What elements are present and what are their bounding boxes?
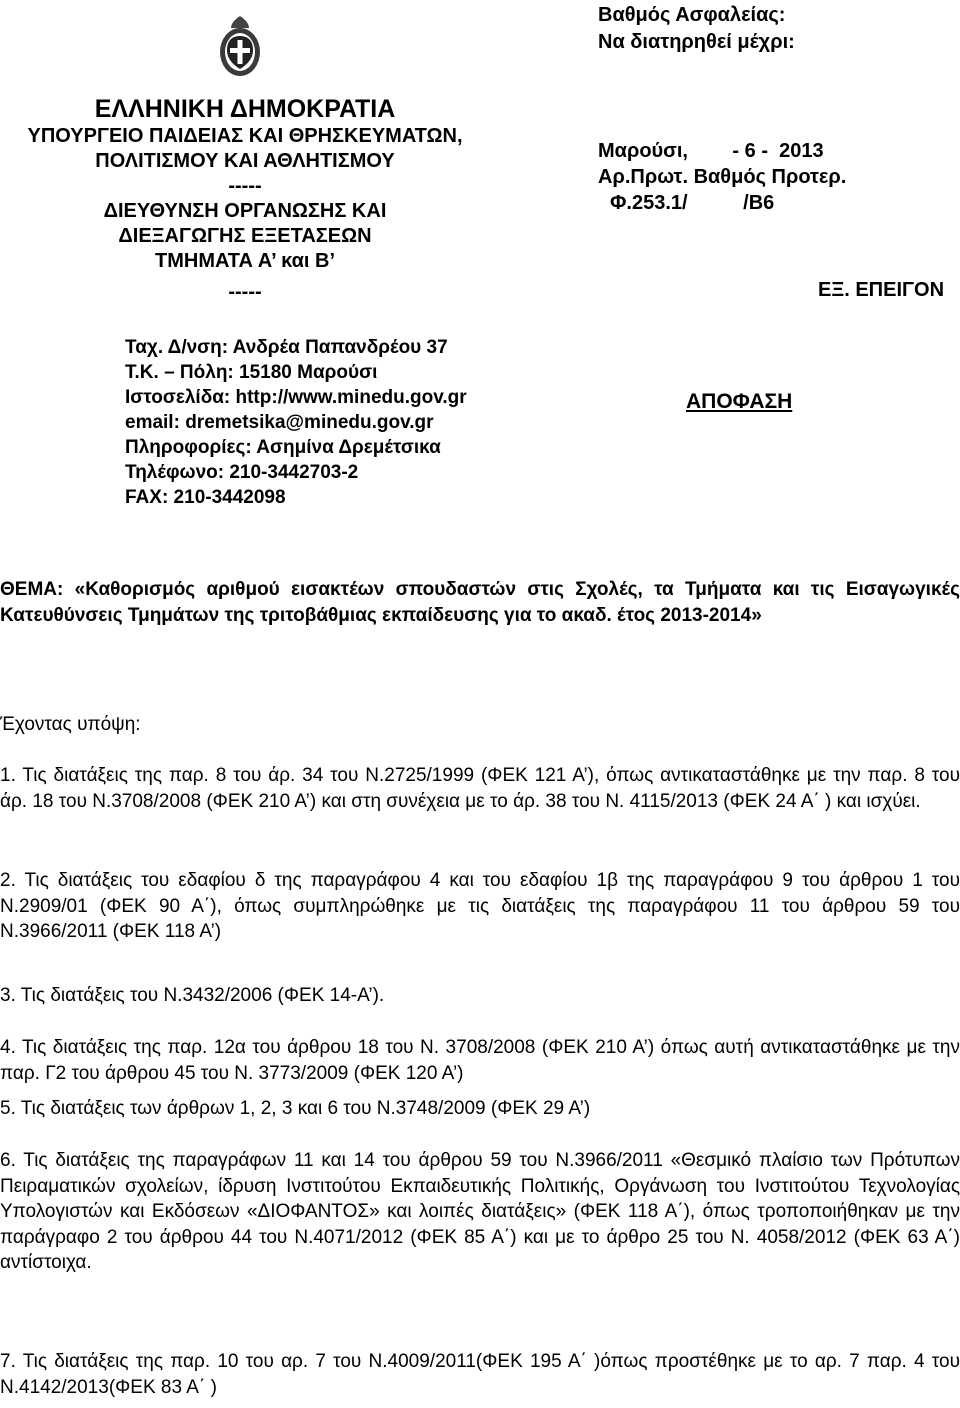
- considering-heading: Έχοντας υπόψη:: [0, 714, 141, 735]
- protocol: Αρ.Πρωτ. Βαθμός Προτερ.: [598, 166, 847, 188]
- separator: -----: [228, 175, 262, 197]
- website: Ιστοσελίδα: http://www.minedu.gov.gr: [125, 387, 467, 408]
- list-item: 5. Τις διατάξεις των άρθρων 1, 2, 3 και 6 του Ν.3748/2009 (ΦΕΚ 29 Α’): [0, 1098, 591, 1119]
- departments: ΤΜΗΜΑΤΑ Α’ και Β’: [155, 250, 335, 272]
- security-block: [598, 2, 795, 56]
- list-item: 3. Τις διατάξεις του Ν.3432/2006 (ΦΕΚ 14-Α’).: [0, 985, 385, 1006]
- subject: ΘΕΜΑ: «Καθορισμός αριθμού εισακτέων σπουδαστών στις Σχολές, τα Τμήματα και τις Εισαγωγικές Κατευθύνσεις Τμημάτων της τριτοβάθμιας εκπαίδευσης για το ακαδ. έτος 2013-2014»: [0, 579, 960, 626]
- list-item: 1. Τις διατάξεις της παρ. 8 του άρ. 34 του Ν.2725/1999 (ΦΕΚ 121 Α’), όπως αντικαταστάθηκε με την παρ. 8 του άρ. 18 του Ν.3708/2008 (ΦΕΚ 210 Α’) και στη συνέχεια με το άρ. 38 του Ν. 4115/2013 (ΦΕΚ 24 Α΄ ) και ισχύει.: [0, 765, 960, 812]
- list-item: 7. Τις διατάξεις της παρ. 10 του αρ. 7 του Ν.4009/2011(ΦΕΚ 195 Α΄ )όπως προστέθηκε με το αρ. 7 παρ. 4 του Ν.4142/2013(ΦΕΚ 83 Α΄ ): [0, 1351, 960, 1398]
- list-item: 4. Τις διατάξεις της παρ. 12α του άρθρου 18 του Ν. 3708/2008 (ΦΕΚ 210 Α’) όπως αυτή αντικαταστάθηκε με την παρ. Γ2 του άρθρου 45 του Ν. 3773/2009 (ΦΕΚ 120 Α’): [0, 1037, 960, 1084]
- urgent-label: ΕΞ. ΕΠΕΙΓΟΝ: [818, 279, 945, 301]
- issuer-header: [0, 94, 490, 305]
- list-item: 2. Τις διατάξεις του εδαφίου δ της παραγράφου 4 και του εδαφίου 1β της παραγράφου 9 του άρθρου 1 του Ν.2909/01 (ΦΕΚ 90 Α΄), όπως συμπληρώθηκε με τις διατάξεις της παραγράφου 11 του άρθρου 59 του Ν.3966/2011 (ΦΕΚ 118 Α’): [0, 870, 960, 942]
- directorate-line-1: ΔΙΕΥΘΥΝΣΗ ΟΡΓΑΝΩΣΗΣ ΚΑΙ: [103, 200, 387, 222]
- address: Ταχ. Δ/νση: Ανδρέα Παπανδρέου 37: [125, 337, 448, 358]
- fax: FAX: 210-3442098: [125, 487, 286, 508]
- date-block: [598, 138, 846, 216]
- phone: Τηλέφωνο: 210-3442703-2: [125, 462, 359, 483]
- info-person: Πληροφορίες: Ασημίνα Δρεμέτσικα: [125, 437, 441, 458]
- security-level: Βαθμός Ασφαλείας:: [598, 4, 786, 26]
- directorate-line-2: ΔΙΕΞΑΓΩΓΗΣ ΕΞΕΤΑΣΕΩΝ: [118, 225, 372, 247]
- keep-until: Να διατηρηθεί μέχρι:: [598, 31, 795, 53]
- ministry-line-2: ΠΟΛΙΤΙΣΜΟΥ ΚΑΙ ΑΘΛΗΤΙΣΜΟΥ: [95, 150, 395, 172]
- email: email: dremetsika@minedu.gov.gr: [125, 412, 434, 433]
- city: Τ.Κ. – Πόλη: 15180 Μαρούσι: [125, 362, 378, 383]
- greek-emblem-icon: [215, 14, 265, 78]
- republic-title: ΕΛΛΗΝΙΚΗ ΔΗΜΟΚΡΑΤΙΑ: [94, 95, 396, 123]
- decision-title: ΑΠΟΦΑΣΗ: [686, 390, 793, 413]
- date: Μαρούσι, - 6 - 2013: [598, 140, 824, 162]
- separator: -----: [228, 281, 262, 303]
- ministry-line-1: ΥΠΟΥΡΓΕΙΟ ΠΑΙΔΕΙΑΣ ΚΑΙ ΘΡΗΣΚΕΥΜΑΤΩΝ,: [27, 125, 463, 147]
- list-item: 6. Τις διατάξεις της παραγράφων 11 και 14 του άρθρου 59 του Ν.3966/2011 «Θεσμικό πλαίσιο των Πρότυπων Πειραματικών σχολείων, ίδρυση Ινστιτούτου Εκπαιδευτικής Πολιτικής, Οργάνωση του Ινστιτούτου Τεχνολογίας Υπολογιστών και Εκδόσεων «ΔΙΟΦΑΝΤΟΣ» και λοιπές διατάξεις» (ΦΕΚ 118 Α΄), όπως τροποποιήθηκαν με την παράγραφο 2 του άρθρου 44 του Ν.4071/2012 (ΦΕΚ 85 Α΄) και με το άρθρο 25 του Ν. 4058/2012 (ΦΕΚ 63 Α΄) αντίστοιχα.: [0, 1150, 960, 1273]
- reference: Φ.253.1/ /Β6: [610, 192, 775, 214]
- contact-info: [125, 335, 467, 510]
